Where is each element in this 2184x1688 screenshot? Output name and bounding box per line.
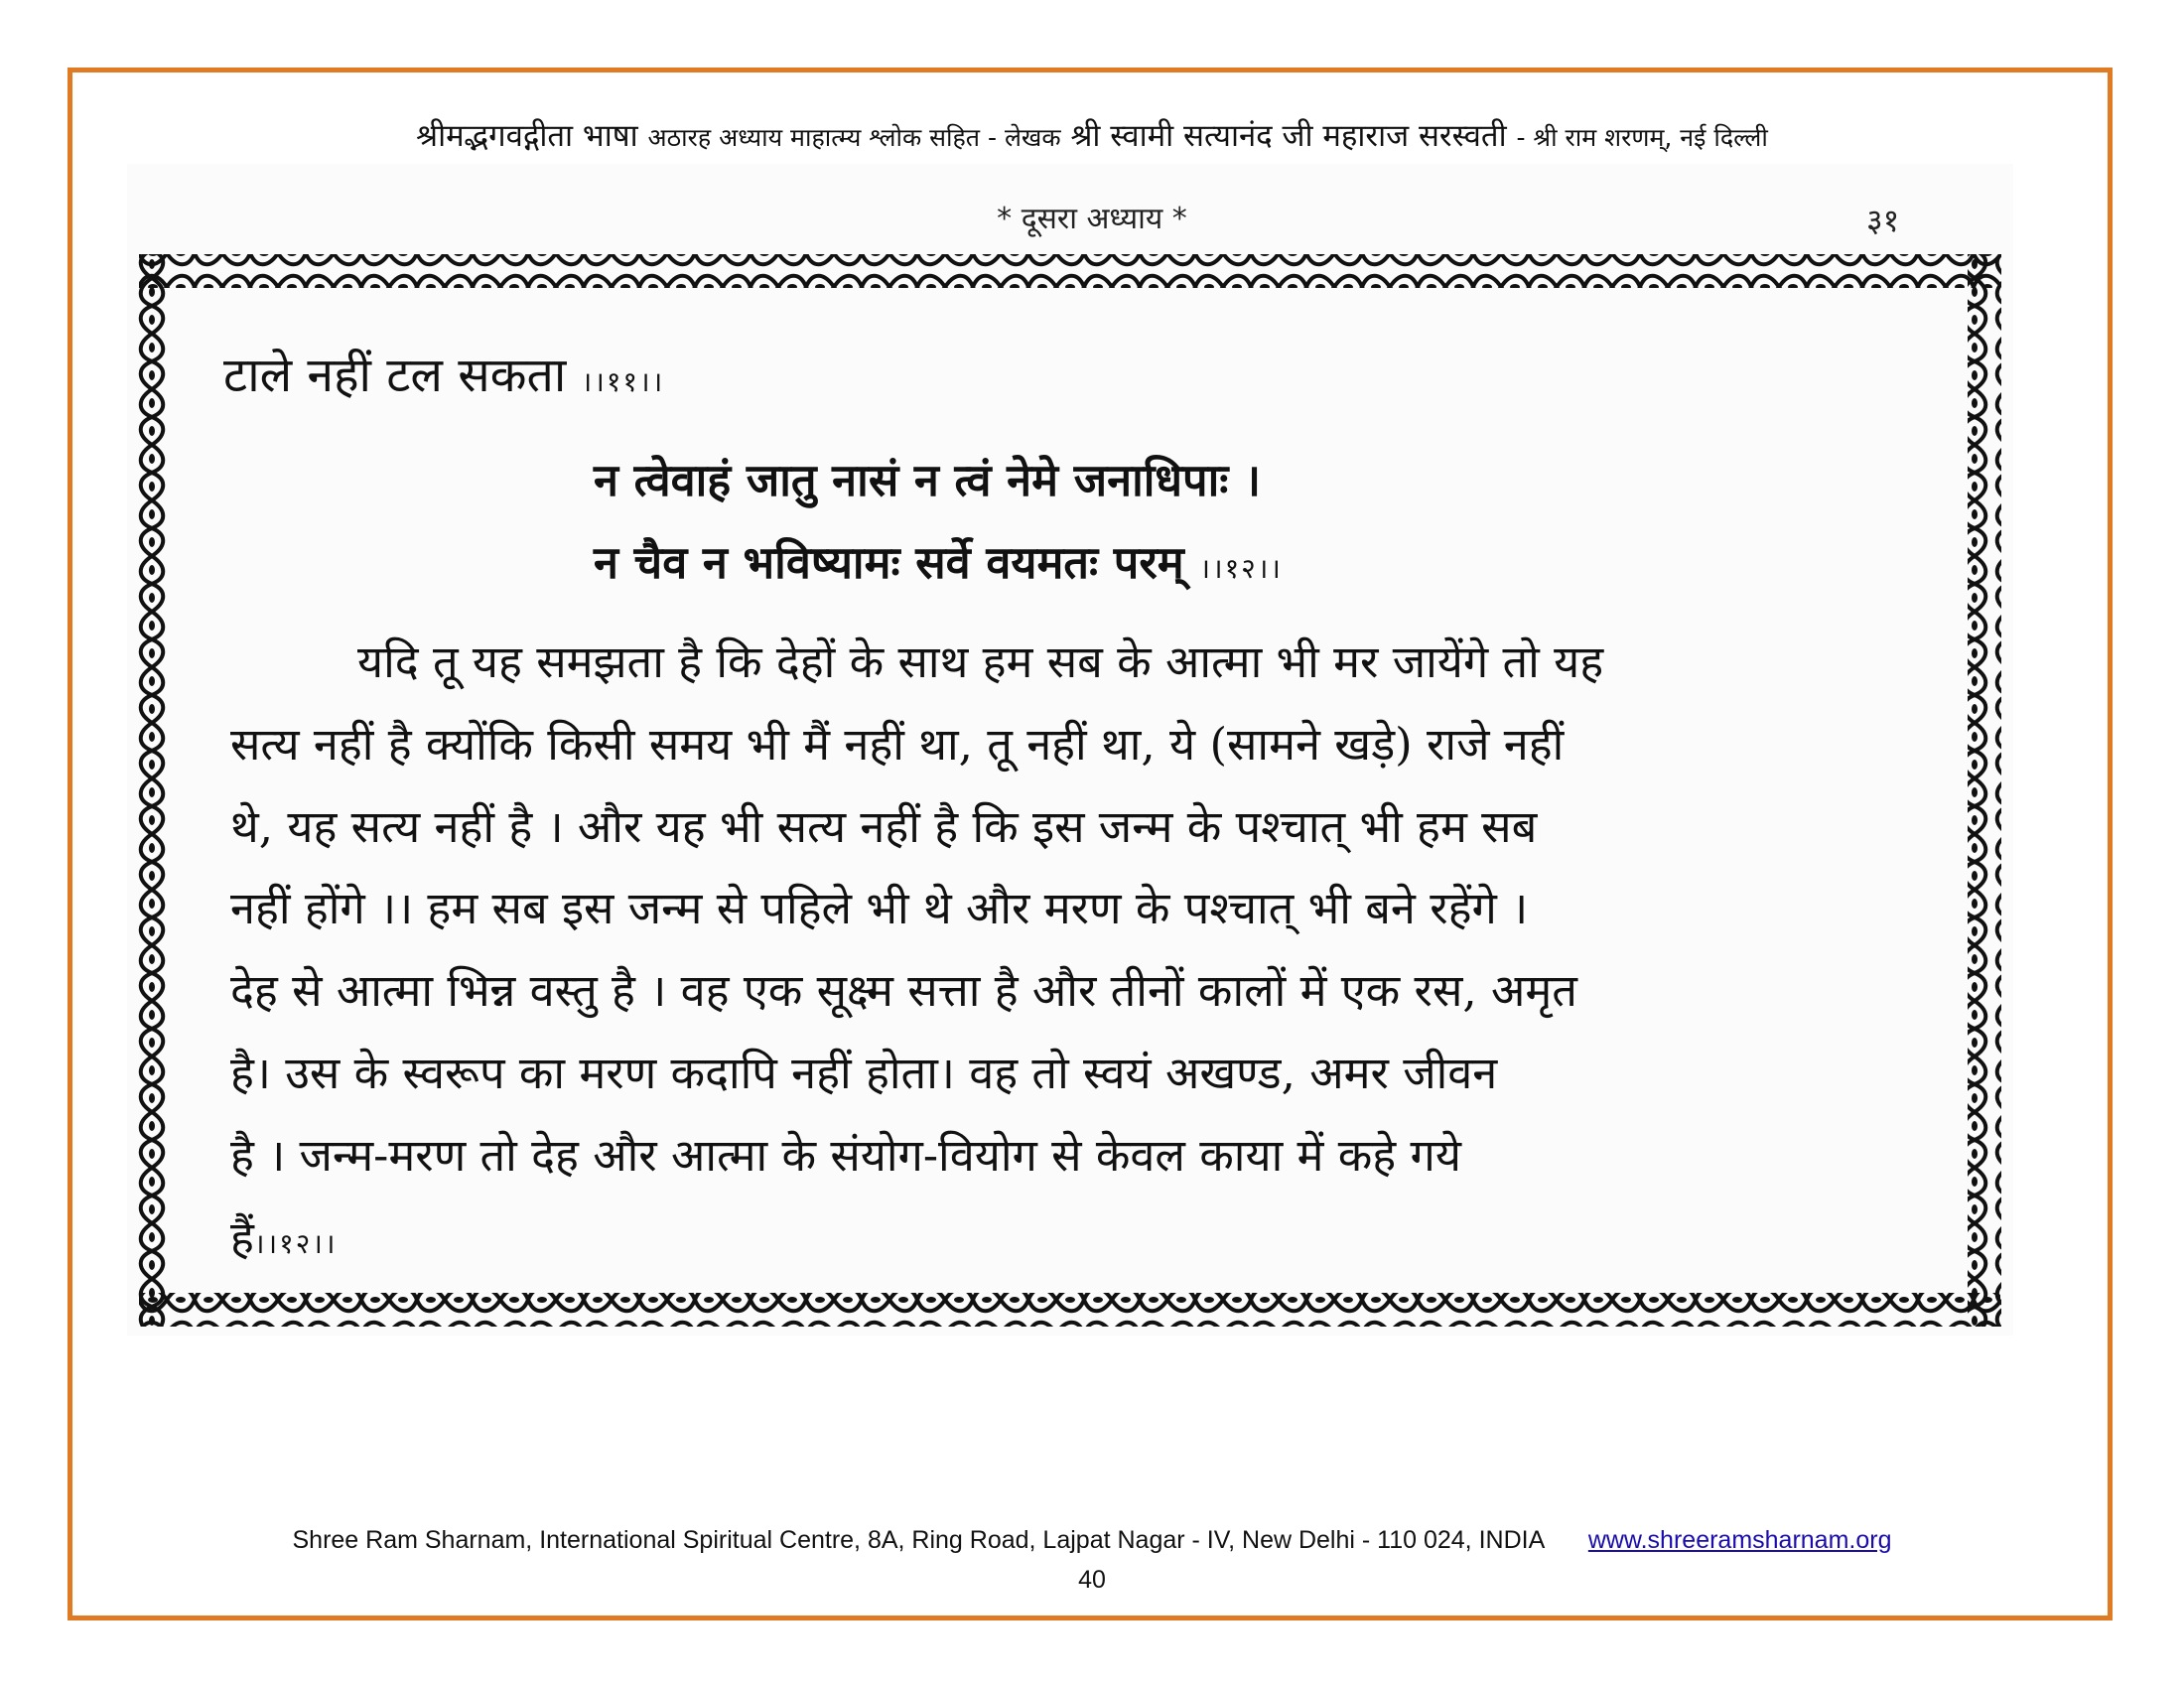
sanskrit-verse-line-1: न त्वेवाहं जातु नासं न त्वं नेमे जनाधिपाः । — [594, 454, 1262, 506]
paragraph-line: यदि तू यह समझता है कि देहों के साथ हम सब के आत्मा भी मर जायेंगे तो यह — [357, 635, 1604, 688]
paragraph-last-word: हैं — [230, 1211, 254, 1264]
header-publisher: - श्री राम शरणम्, नई दिल्ली — [1516, 123, 1768, 152]
paragraph-line: है । जन्म-मरण तो देह और आत्मा के संयोग-वियोग से केवल काया में कहे गये — [230, 1129, 1461, 1182]
verse-11-text: टाले नहीं टल सकता — [223, 348, 567, 403]
paragraph-verse-number: ।।१२।। — [253, 1227, 338, 1260]
website-link[interactable]: www.shreeramsharnam.org — [1587, 1526, 1892, 1554]
paragraph-line: सत्य नहीं है क्योंकि किसी समय भी मैं नहीं था, तू नहीं था, ये (सामने खड़े) राजे नहीं — [230, 718, 1565, 771]
sanskrit-verse-line-2 — [594, 531, 1283, 592]
verse-11-number: ।।११।। — [581, 365, 665, 398]
header-book-title: श्रीमद्भगवद्गीता भाषा — [416, 118, 638, 154]
paragraph-line: नहीं होंगे ।। हम सब इस जन्म से पहिले भी थे और मरण के पश्चात् भी बने रहेंगे । — [230, 882, 1529, 934]
border-right — [1968, 254, 2001, 1327]
chapter-title: * दूसरा अध्याय * — [997, 202, 1187, 236]
paragraph-line: है। उस के स्वरूप का मरण कदापि नहीं होता। वह तो स्वयं अखण्ड, अमर जीवन — [230, 1047, 1498, 1099]
border-bottom — [139, 1293, 2000, 1327]
book-page-number: ३१ — [1866, 202, 1900, 239]
paragraph-line: देह से आत्मा भिन्न वस्तु है । वह एक सूक्ष्म सत्ता है और तीनों कालों में एक रस, अमृत — [230, 964, 1577, 1017]
paragraph-line: थे, यह सत्य नहीं है । और यह भी सत्य नहीं है कि इस जन्म के पश्चात् भी हम सब — [230, 800, 1538, 853]
footer-page-number: 40 — [1078, 1566, 1106, 1594]
paragraph-last-line — [230, 1206, 337, 1267]
sanskrit-verse-line-2-text: न चैव न भविष्यामः सर्वे वयमतः परम् — [594, 536, 1184, 589]
header-author: श्री स्वामी सत्यानंद जी महाराज सरस्वती — [1070, 118, 1507, 154]
verse-12-number: ।।१२।। — [1199, 552, 1283, 585]
header-subtitle: अठारह अध्याय माहात्म्य श्लोक सहित - लेखक — [647, 123, 1061, 152]
footer — [0, 1526, 2184, 1555]
footer-address: Shree Ram Sharnam, International Spiritual Centre, 8A, Ring Road, Lajpat Nagar - IV, New Delhi - 110 024, INDIA — [292, 1526, 1544, 1554]
border-top — [139, 254, 2000, 288]
verse-11-ending — [223, 342, 664, 406]
border-left — [135, 254, 169, 1327]
